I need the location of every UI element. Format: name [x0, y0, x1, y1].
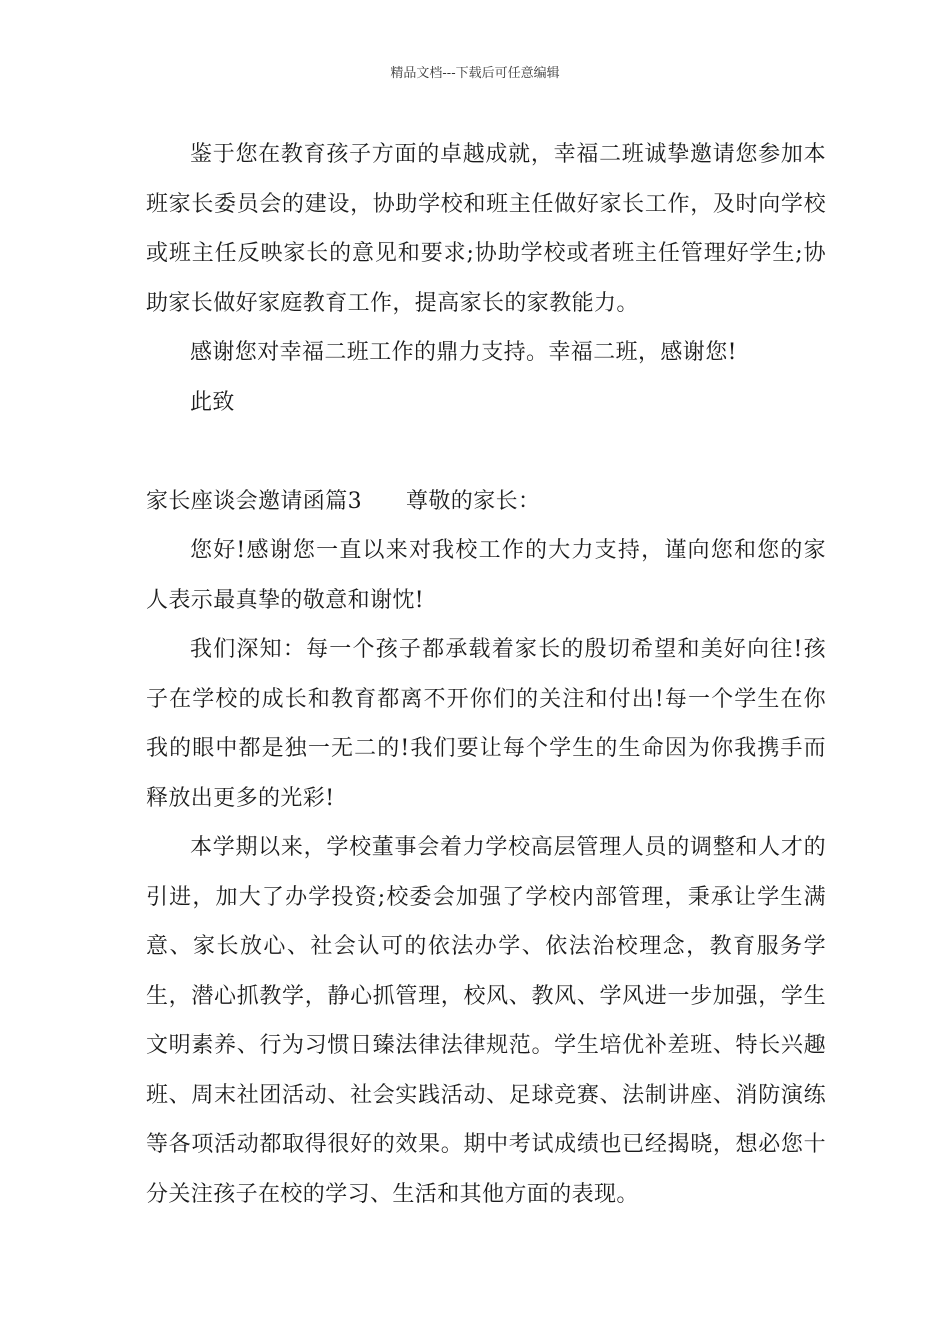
salutation: 尊敬的家长： [406, 488, 541, 514]
paragraph-invitation: 鉴于您在教育孩子方面的卓越成就，幸福二班诚挚邀请您参加本班家长委员会的建设，协助学校和班主任做好家长工作，及时向学校或班主任反映家长的意见和要求;协助学校或者班主任管理好学生;协助家长做好家庭教育工作，提高家长的家教能力。 [146, 142, 826, 316]
section-heading-line [146, 477, 826, 527]
paragraph-thanks: 感谢您对幸福二班工作的鼎力支持。幸福二班，感谢您! [190, 340, 737, 365]
paragraph-greeting: 您好!感谢您一直以来对我校工作的大力支持，谨向您和您的家人表示最真挚的敬意和谢忱! [146, 538, 826, 613]
paragraph-closing: 此致 [190, 389, 235, 415]
paragraph-belief: 我们深知：每一个孩子都承载着家长的殷切希望和美好向往!孩子在学校的成长和教育都离不开你们的关注和付出!每一个学生在你我的眼中都是独一无二的!我们要让每个学生的生命因为你我携手而释放出更多的光彩! [146, 637, 826, 811]
blank-line [146, 427, 826, 477]
section-heading: 家长座谈会邀请函篇3 [146, 488, 362, 514]
page-header: 精品文档---下载后可任意编辑 [390, 66, 560, 81]
document-body [146, 130, 826, 1219]
paragraph-semester-summary: 本学期以来，学校董事会着力学校高层管理人员的调整和人才的引进，加大了办学投资;校委会加强了学校内部管理，秉承让学生满意、家长放心、社会认可的依法办学、依法治校理念，教育服务学生，潜心抓教学，静心抓管理，校风、教风、学风进一步加强，学生文明素养、行为习惯日臻法律法律规范。学生培优补差班、特长兴趣班、周末社团活动、社会实践活动、足球竞赛、法制讲座、消防演练等各项活动都取得很好的效果。期中考试成绩也已经揭晓，想必您十分关注孩子在校的学习、生活和其他方面的表现。 [146, 835, 826, 1207]
